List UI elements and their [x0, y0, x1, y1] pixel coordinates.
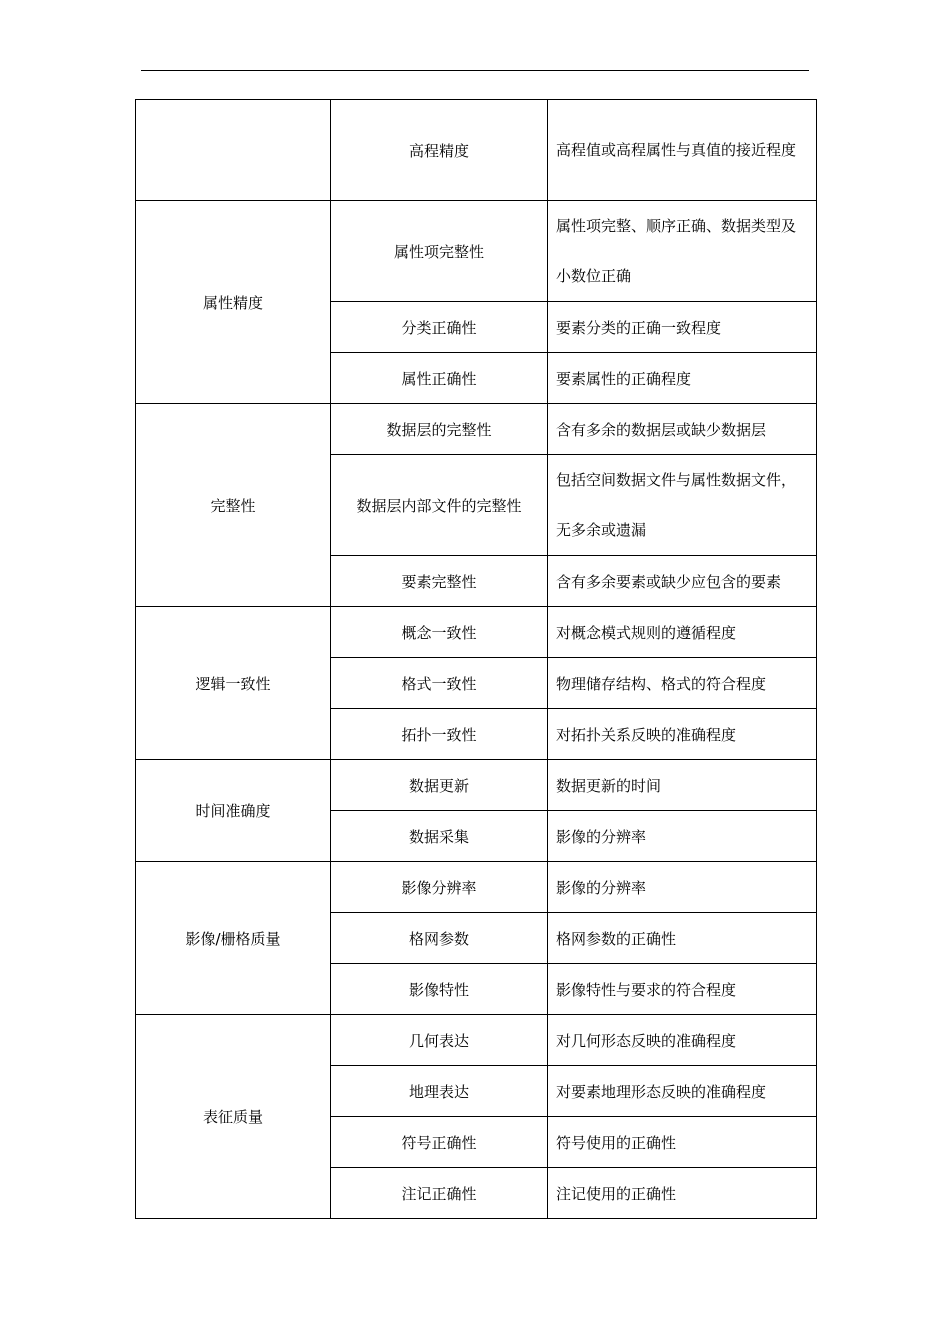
- table-row: [136, 607, 817, 658]
- description-cell: 格网参数的正确性: [548, 913, 817, 964]
- description-cell: 高程值或高程属性与真值的接近程度: [548, 100, 817, 201]
- description-cell: 对几何形态反映的准确程度: [548, 1015, 817, 1066]
- item-cell: 要素完整性: [331, 556, 548, 607]
- category-cell: 属性精度: [136, 201, 331, 404]
- category-cell: 逻辑一致性: [136, 607, 331, 760]
- item-cell: 概念一致性: [331, 607, 548, 658]
- quality-table: [135, 99, 817, 1219]
- item-cell: 影像分辨率: [331, 862, 548, 913]
- description-cell: 属性项完整、顺序正确、数据类型及小数位正确: [548, 201, 817, 302]
- description-cell: 影像的分辨率: [548, 862, 817, 913]
- item-cell: 几何表达: [331, 1015, 548, 1066]
- table-row: [136, 862, 817, 913]
- item-cell: 地理表达: [331, 1066, 548, 1117]
- item-cell: 符号正确性: [331, 1117, 548, 1168]
- item-cell: 数据层的完整性: [331, 404, 548, 455]
- description-cell: 数据更新的时间: [548, 760, 817, 811]
- description-cell: 包括空间数据文件与属性数据文件，无多余或遗漏: [548, 455, 817, 556]
- description-cell: 含有多余要素或缺少应包含的要素: [548, 556, 817, 607]
- item-cell: 数据采集: [331, 811, 548, 862]
- item-cell: 分类正确性: [331, 302, 548, 353]
- table-row: [136, 100, 817, 201]
- description-cell: 符号使用的正确性: [548, 1117, 817, 1168]
- description-cell: 影像特性与要求的符合程度: [548, 964, 817, 1015]
- item-cell: 数据更新: [331, 760, 548, 811]
- description-cell: 要素属性的正确程度: [548, 353, 817, 404]
- item-cell: 拓扑一致性: [331, 709, 548, 760]
- description-cell: 对拓扑关系反映的准确程度: [548, 709, 817, 760]
- item-cell: 高程精度: [331, 100, 548, 201]
- item-cell: 属性项完整性: [331, 201, 548, 302]
- description-cell: 注记使用的正确性: [548, 1168, 817, 1219]
- item-cell: 影像特性: [331, 964, 548, 1015]
- category-cell: 时间准确度: [136, 760, 331, 862]
- item-cell: 数据层内部文件的完整性: [331, 455, 548, 556]
- item-cell: 注记正确性: [331, 1168, 548, 1219]
- description-cell: 影像的分辨率: [548, 811, 817, 862]
- category-cell: 完整性: [136, 404, 331, 607]
- description-cell: 对要素地理形态反映的准确程度: [548, 1066, 817, 1117]
- table-row: [136, 1015, 817, 1066]
- description-cell: 对概念模式规则的遵循程度: [548, 607, 817, 658]
- category-cell: [136, 100, 331, 201]
- table-row: [136, 760, 817, 811]
- item-cell: 格网参数: [331, 913, 548, 964]
- item-cell: 属性正确性: [331, 353, 548, 404]
- table-row: [136, 404, 817, 455]
- header-rule: [141, 70, 809, 71]
- category-cell: 影像/栅格质量: [136, 862, 331, 1015]
- description-cell: 要素分类的正确一致程度: [548, 302, 817, 353]
- category-cell: 表征质量: [136, 1015, 331, 1219]
- description-cell: 物理储存结构、格式的符合程度: [548, 658, 817, 709]
- description-cell: 含有多余的数据层或缺少数据层: [548, 404, 817, 455]
- table-row: [136, 201, 817, 302]
- item-cell: 格式一致性: [331, 658, 548, 709]
